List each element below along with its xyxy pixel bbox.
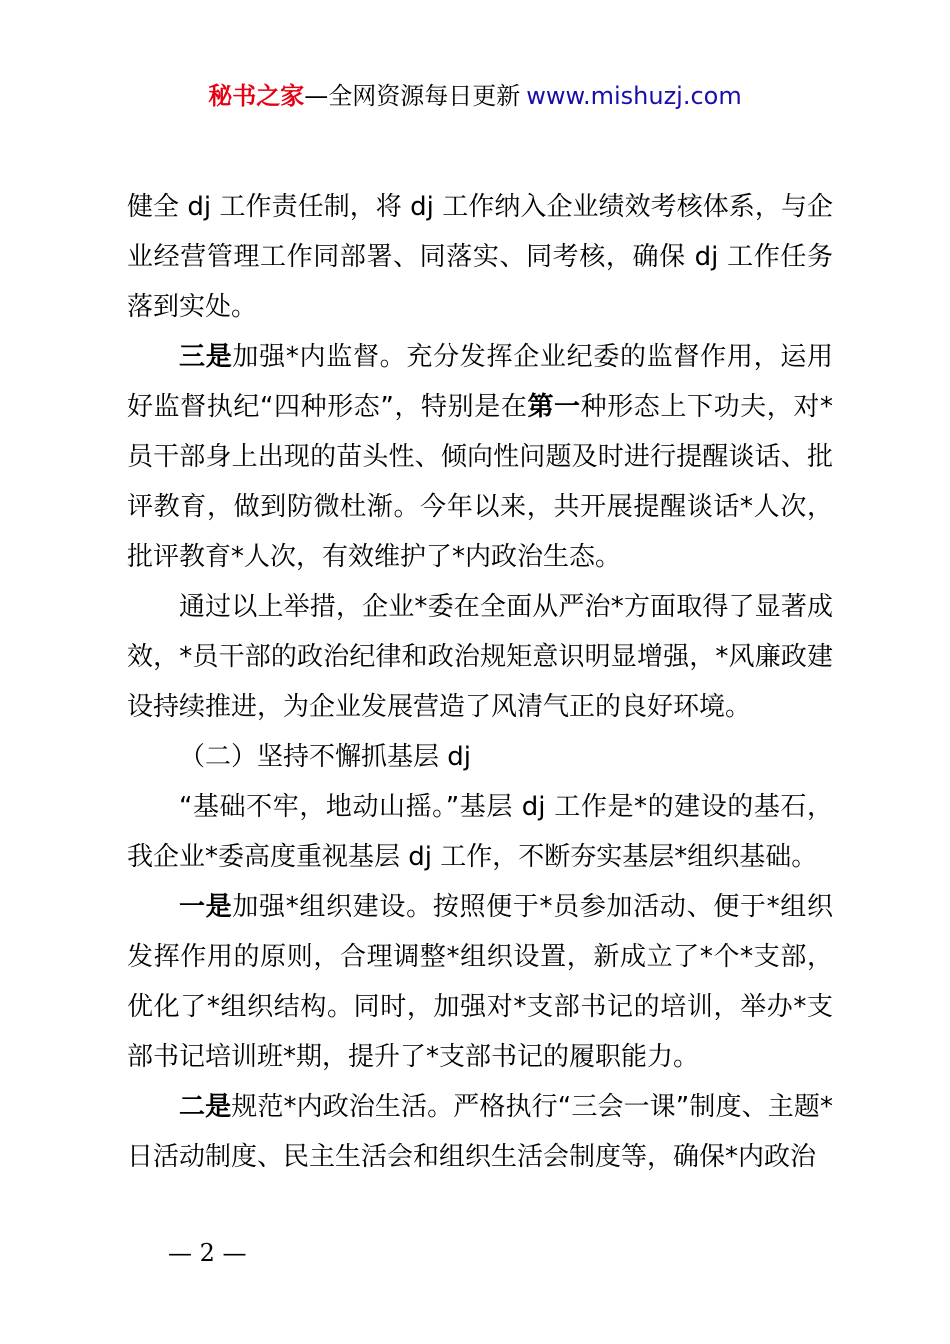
paragraph-text: 通过以上举措，企业*委在全面从严治*方面取得了显著成效，*员干部的政治纪律和政治规矩意识明显增强，*风廉政建设持续推进，为企业发展营造了风清气正的良好环境。 — [127, 592, 833, 722]
paragraph-emphasis: 第一 — [527, 392, 581, 422]
page-number: — 2 — — [168, 1239, 247, 1267]
paragraph-7 — [127, 1082, 833, 1182]
site-header — [0, 80, 950, 112]
paragraph-text: 规范*内政治生活。严格执行“三会一课”制度、主题*日活动制度、民主生活会和组织生活会制度等，确保*内政治 — [127, 1092, 833, 1172]
paragraph-2 — [127, 332, 833, 582]
paragraph-lead: 三是 — [179, 342, 233, 372]
header-tagline: —全网资源每日更新 — [304, 82, 521, 110]
paragraph-text: 加强*组织建设。按照便于*员参加活动、便于*组织发挥作用的原则，合理调整*组织设置，新成立了*个*支部，优化了*组织结构。同时，加强对*支部书记的培训，举办*支部书记培训班*期，提升了*支部书记的履职能力。 — [127, 892, 833, 1072]
section-heading-text: （二）坚持不懈抓基层 dj — [179, 742, 471, 772]
paragraph-1 — [127, 182, 833, 332]
paragraph-text-continued: 种形态上下功夫，对*员干部身上出现的苗头性、倾向性问题及时进行提醒谈话、批评教育，做到防微杜渐。今年以来，共开展提醒谈话*人次，批评教育*人次，有效维护了*内政治生态。 — [127, 392, 833, 572]
paragraph-6 — [127, 882, 833, 1082]
paragraph-3 — [127, 582, 833, 732]
site-url-link[interactable]: www.mishuzj.com — [526, 82, 742, 110]
paragraph-text: 健全 dj 工作责任制，将 dj 工作纳入企业绩效考核体系，与企业经营管理工作同部署、同落实、同考核，确保 dj 工作任务落到实处。 — [127, 192, 833, 322]
paragraph-lead: 一是 — [179, 892, 233, 922]
brand-name: 秘书之家 — [208, 82, 305, 110]
paragraph-lead: 二是 — [179, 1092, 232, 1122]
section-heading — [127, 732, 833, 782]
paragraph-text: “基础不牢，地动山摇。”基层 dj 工作是*的建设的基石，我企业*委高度重视基层 dj 工作，不断夯实基层*组织基础。 — [127, 792, 833, 872]
paragraph-5 — [127, 782, 833, 882]
paragraph-text: 加强*内监督。充分发挥企业纪委的监督作用，运用好监督执纪“四种形态”，特别是在 — [127, 342, 833, 422]
document-body — [127, 182, 833, 1182]
